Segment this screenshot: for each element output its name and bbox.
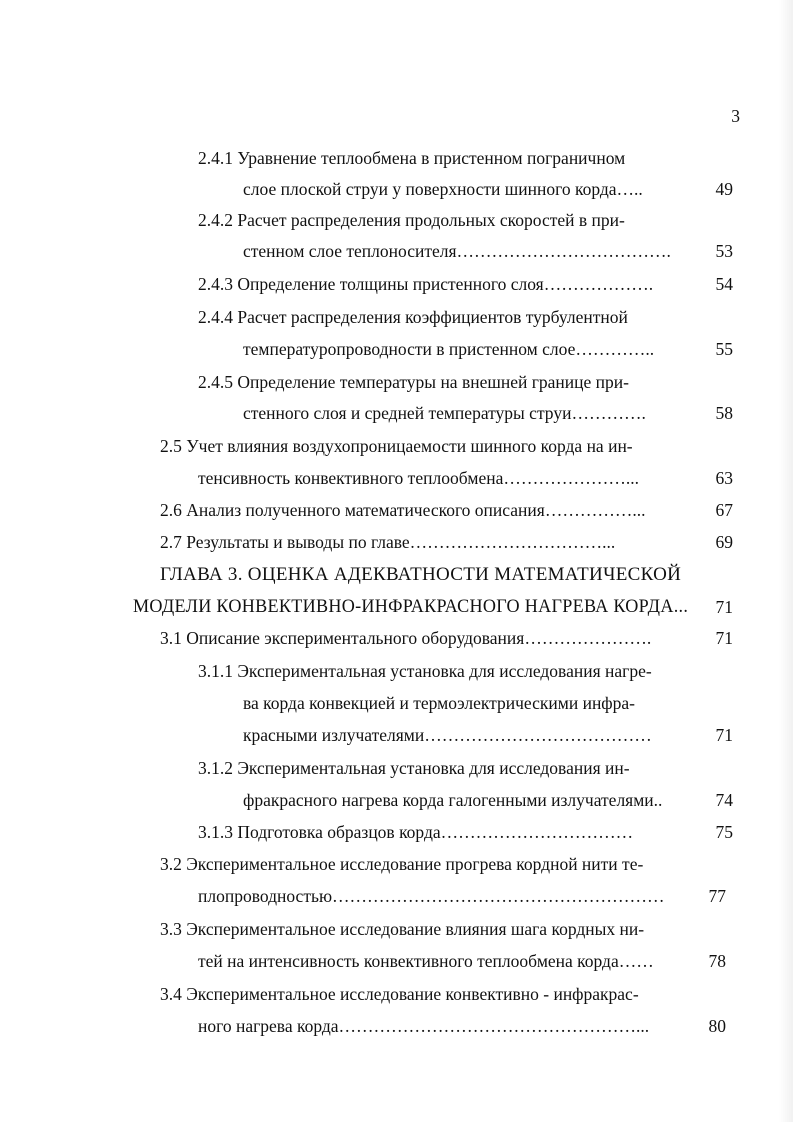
toc-2-4-1-line1: 2.4.1 Уравнение теплообмена в пристенном пограничном: [198, 148, 626, 168]
toc-2-6-page: 67: [715, 500, 733, 520]
toc-2-4-5-page: 58: [715, 403, 733, 423]
toc-2-5-page: 63: [715, 468, 733, 488]
toc-2-4-3-line1: 2.4.3 Определение толщины пристенного слоя……………….: [198, 274, 654, 294]
toc-3-4-line2: ного нагрева корда……………………………………………...: [198, 1016, 650, 1036]
toc-2-4-4-line1: 2.4.4 Расчет распределения коэффициентов турбулентной: [198, 307, 628, 327]
toc-2-4-2-line1: 2.4.2 Расчет распределения продольных скоростей в при-: [198, 210, 625, 230]
page-edge-shadow: [779, 0, 793, 1122]
toc-3-1-1-page: 71: [715, 725, 733, 745]
toc-2-4-5-line2: стенного слоя и средней температуры струи………….: [243, 403, 646, 423]
toc-3-4-page: 80: [708, 1016, 726, 1036]
toc-2-7-page: 69: [715, 532, 733, 552]
toc-2-4-4-page: 55: [715, 339, 733, 359]
toc-2-5-line1: 2.5 Учет влияния воздухопроницаемости шинного корда на ин-: [160, 436, 633, 456]
toc-2-4-2-line2: стенном слое теплоносителя……………………………….: [243, 241, 671, 261]
toc-2-6-line1: 2.6 Анализ полученного математического описания……………...: [160, 500, 646, 520]
toc-3-1-2-page: 74: [715, 790, 733, 810]
chapter-3-title-line2: МОДЕЛИ КОНВЕКТИВНО-ИНФРАКРАСНОГО НАГРЕВА КОРДА...: [133, 596, 689, 617]
toc-3-2-line2: плопроводностью…………………………………………………: [198, 886, 665, 906]
chapter-3-title-line1: ГЛАВА 3. ОЦЕНКА АДЕКВАТНОСТИ МАТЕМАТИЧЕСКОЙ: [160, 564, 682, 585]
toc-2-4-1-page: 49: [715, 179, 733, 199]
toc-3-1-3-line1: 3.1.3 Подготовка образцов корда……………………………: [198, 822, 634, 842]
toc-3-1-page: 71: [715, 628, 733, 648]
toc-2-4-5-line1: 2.4.5 Определение температуры на внешней границе при-: [198, 372, 629, 392]
page-number: 3: [731, 106, 740, 126]
toc-2-4-4-line2: температуропроводности в пристенном слое…………..: [243, 339, 655, 359]
toc-3-1-2-line1: 3.1.2 Экспериментальная установка для исследования ин-: [198, 758, 630, 778]
toc-2-4-2-page: 53: [715, 241, 733, 261]
toc-2-4-1-line2: слое плоской струи у поверхности шинного корда…..: [243, 179, 643, 199]
toc-3-2-line1: 3.2 Экспериментальное исследование прогрева кордной нити те-: [160, 854, 644, 874]
toc-2-5-line2: тенсивность конвективного теплообмена…………………...: [198, 468, 640, 488]
toc-3-1-line1: 3.1 Описание экспериментального оборудования………………….: [160, 628, 652, 648]
toc-3-4-line1: 3.4 Экспериментальное исследование конвективно - инфракрас-: [160, 984, 639, 1004]
toc-2-4-3-page: 54: [715, 274, 733, 294]
toc-3-1-2-line2: фракрасного нагрева корда галогенными излучателями..: [243, 790, 663, 810]
toc-3-1-1-line1: 3.1.1 Экспериментальная установка для исследования нагре-: [198, 661, 652, 681]
chapter-3-page: 71: [715, 597, 733, 617]
toc-3-1-3-page: 75: [715, 822, 733, 842]
toc-3-2-page: 77: [708, 886, 726, 906]
toc-3-1-1-line3: красными излучателями…………………………………: [243, 725, 652, 745]
toc-3-1-1-line2: ва корда конвекцией и термоэлектрическими инфра-: [243, 693, 635, 713]
toc-3-3-page: 78: [708, 951, 726, 971]
toc-3-3-line2: тей на интенсивность конвективного теплообмена корда……: [198, 951, 654, 971]
toc-3-3-line1: 3.3 Экспериментальное исследование влияния шага кордных ни-: [160, 919, 645, 939]
toc-2-7-line1: 2.7 Результаты и выводы по главе……………………………...: [160, 532, 616, 552]
